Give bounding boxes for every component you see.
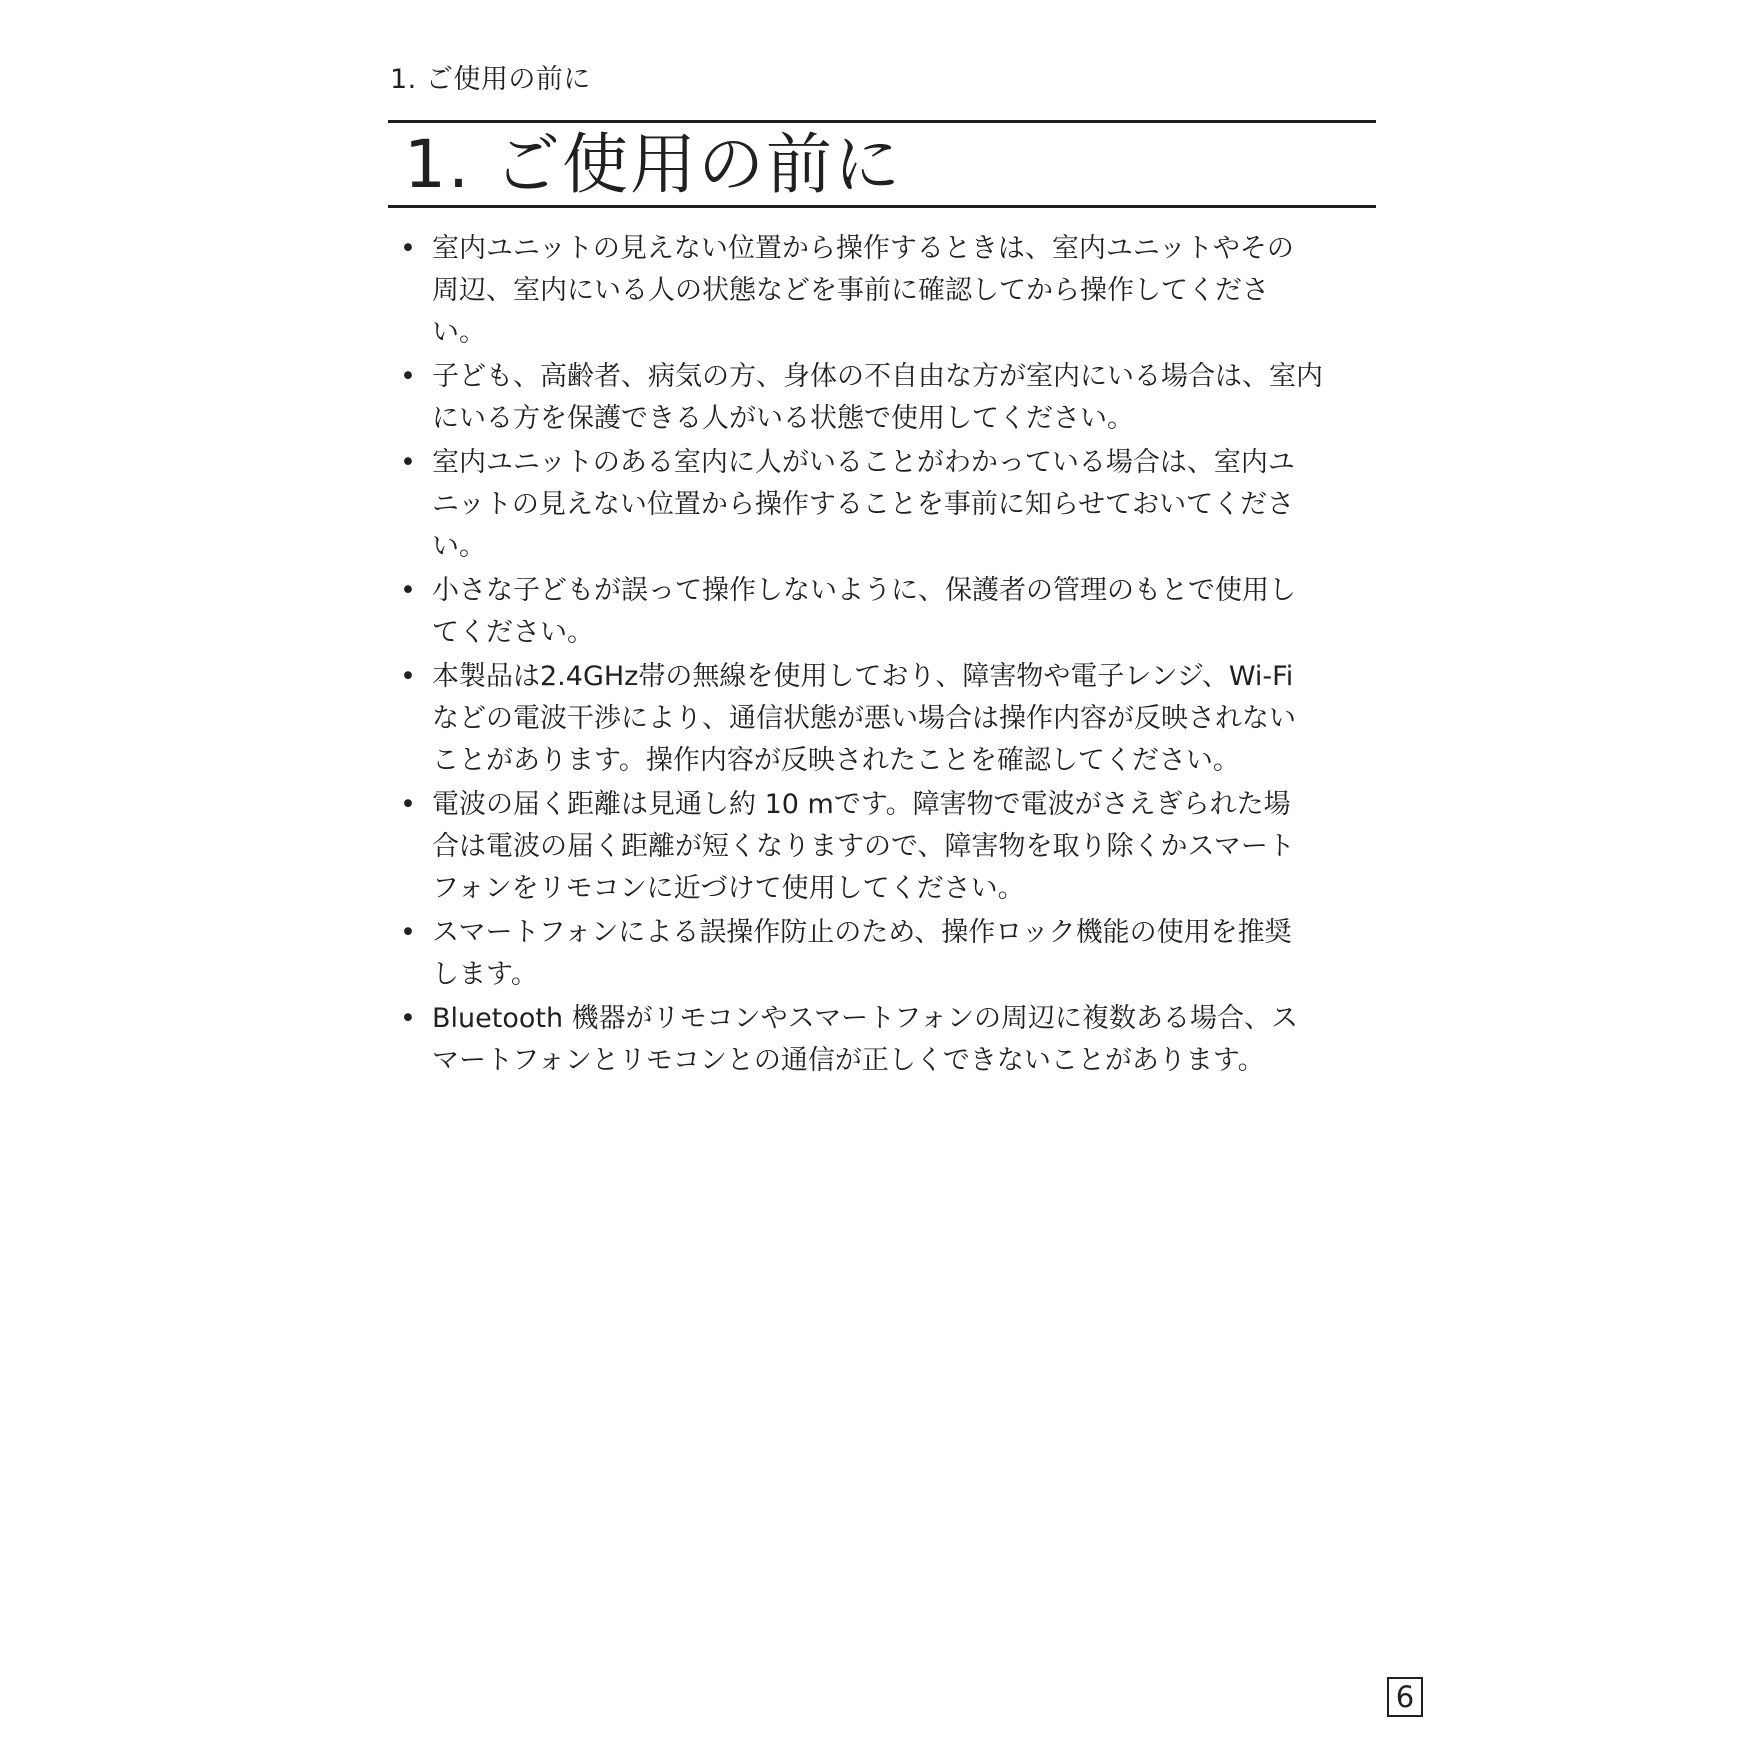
precaution-line: 周辺、室内にいる人の状態などを事前に確認してから操作してくださ [432,275,1269,306]
section-title-band [388,120,1376,208]
precaution-line: ことがあります。操作内容が反映されたことを確認してください。 [432,745,1240,776]
section-title: 1. ご使用の前に [404,126,902,203]
precaution-item [400,570,1390,654]
precaution-item [400,656,1390,782]
precaution-item [400,784,1390,910]
precaution-item [400,998,1390,1082]
bullet-icon: • [400,661,416,692]
bullet-icon: • [400,233,416,264]
bullet-icon: • [400,917,416,948]
precaution-line: にいる方を保護できる人がいる状態で使用してください。 [432,403,1134,434]
precaution-line: Bluetooth 機器がリモコンやスマートフォンの周辺に複数ある場合、ス [432,1003,1298,1034]
precaution-line: 合は電波の届く距離が短くなりますので、障害物を取り除くかスマート [432,831,1295,862]
bullet-icon: • [400,447,416,478]
precaution-line: てください。 [432,617,594,648]
precaution-line: マートフォンとリモコンとの通信が正しくできないことがあります。 [432,1045,1265,1076]
precaution-line: 室内ユニットのある室内に人がいることがわかっている場合は、室内ユ [432,447,1295,478]
precaution-item [400,356,1390,440]
bullet-icon: • [400,789,416,820]
precaution-line: などの電波干渉により、通信状態が悪い場合は操作内容が反映されない [432,703,1296,734]
bullet-icon: • [400,1003,416,1034]
precaution-line: 小さな子どもが誤って操作しないように、保護者の管理のもとで使用し [432,575,1296,606]
precaution-line: い。 [432,317,486,348]
page-number: 6 [1387,1677,1423,1717]
bullet-icon: • [400,361,416,392]
precaution-line: 室内ユニットの見えない位置から操作するときは、室内ユニットやその [432,233,1294,264]
precaution-line: 電波の届く距離は見通し約 10 mです。障害物で電波がさえぎられた場 [432,789,1291,820]
precaution-item [400,912,1390,996]
precaution-item [400,442,1390,568]
bullet-icon: • [400,575,416,606]
precaution-item [400,228,1390,354]
running-header: 1. ご使用の前に [390,64,591,95]
precaution-list [400,228,1390,1084]
precaution-line: します。 [432,959,538,990]
precaution-line: い。 [432,531,486,562]
precaution-line: 子ども、高齢者、病気の方、身体の不自由な方が室内にいる場合は、室内 [432,361,1323,392]
precaution-line: 本製品は2.4GHz帯の無線を使用しており、障害物や電子レンジ、Wi-Fi [432,661,1294,692]
precaution-line: スマートフォンによる誤操作防止のため、操作ロック機能の使用を推奨 [432,917,1292,948]
precaution-line: フォンをリモコンに近づけて使用してください。 [432,873,1025,904]
precaution-line: ニットの見えない位置から操作することを事前に知らせておいてくださ [432,489,1295,520]
